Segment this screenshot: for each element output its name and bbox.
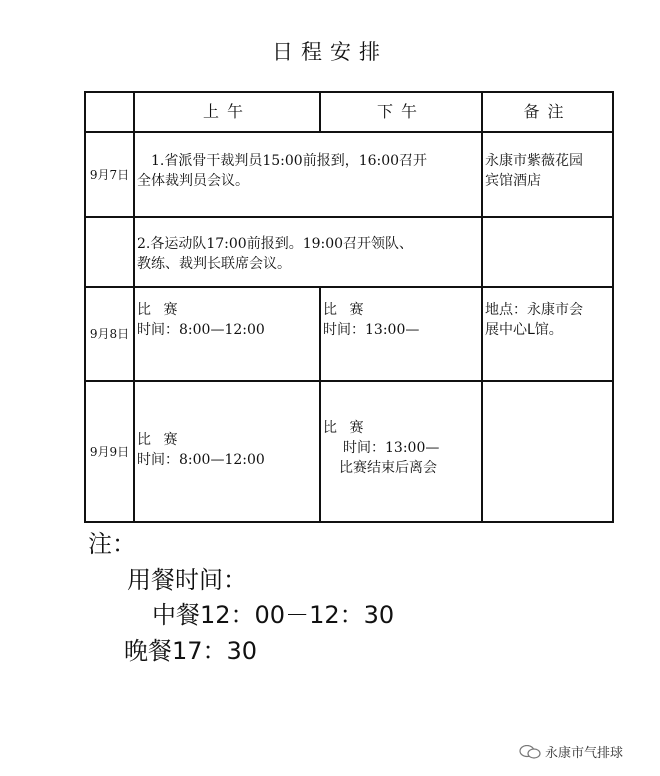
header-blank (85, 92, 134, 132)
afternoon-cell (320, 287, 482, 381)
morning-cell (134, 381, 320, 522)
table-header-row (85, 92, 613, 132)
cell-line: 展中心L馆。 (485, 322, 563, 338)
cell-line: 宾馆酒店 (485, 173, 541, 189)
cell-line: 时间：13:00— (343, 440, 440, 456)
table-row (85, 287, 613, 381)
header-remarks: 备注 (482, 92, 613, 132)
remark-cell (482, 381, 613, 522)
brand-name: 永康市气排球 (545, 746, 624, 761)
cell-line: 教练、裁判长联席会议。 (137, 256, 291, 272)
cell-line: 时间：8:00—12:00 (137, 452, 265, 468)
schedule-table (84, 91, 614, 523)
cell-line: 比 赛 (137, 432, 182, 448)
morning-cell (134, 287, 320, 381)
header-afternoon: 下午 (320, 92, 482, 132)
meal-time-label: 用餐时间： (127, 566, 247, 594)
cell-line: 2.各运动队17:00前报到。19:00召开领队、 (137, 236, 414, 252)
cell-line: 时间：8:00—12:00 (137, 322, 265, 338)
afternoon-cell (320, 381, 482, 522)
dinner-time: 晚餐17：30 (124, 637, 258, 665)
cell-line: 时间：13:00— (323, 322, 420, 338)
cell-line: 比 赛 (137, 302, 182, 318)
cell-line: 比 赛 (323, 302, 368, 318)
date-cell: 9月9日 (85, 381, 134, 522)
cell-line: 比赛结束后离会 (339, 460, 437, 476)
table-row (85, 132, 613, 217)
page-title: 日程安排 (272, 40, 388, 64)
cell-line: 全体裁判员会议。 (137, 173, 249, 189)
cell-line: 1.省派骨干裁判员15:00前报到，16:00召开 (151, 153, 428, 169)
notes-heading: 注： (88, 530, 136, 558)
header-morning: 上午 (134, 92, 320, 132)
table-row (85, 217, 613, 287)
table-row (85, 381, 613, 522)
date-cell: 9月8日 (85, 287, 134, 381)
cell-line: 地点：永康市会 (485, 302, 583, 318)
remark-cell (482, 217, 613, 287)
date-cell: 9月7日 (85, 132, 134, 217)
cell-line: 永康市紫薇花园 (485, 153, 583, 169)
schedule-cell (134, 217, 482, 287)
remark-cell (482, 132, 613, 217)
brand-watermark (519, 742, 623, 761)
schedule-cell (134, 132, 482, 217)
remark-cell (482, 287, 613, 381)
wechat-icon (519, 745, 541, 759)
cell-line: 比 赛 (323, 420, 368, 436)
lunch-time: 中餐12：00－12：30 (152, 601, 395, 629)
date-cell (85, 217, 134, 287)
